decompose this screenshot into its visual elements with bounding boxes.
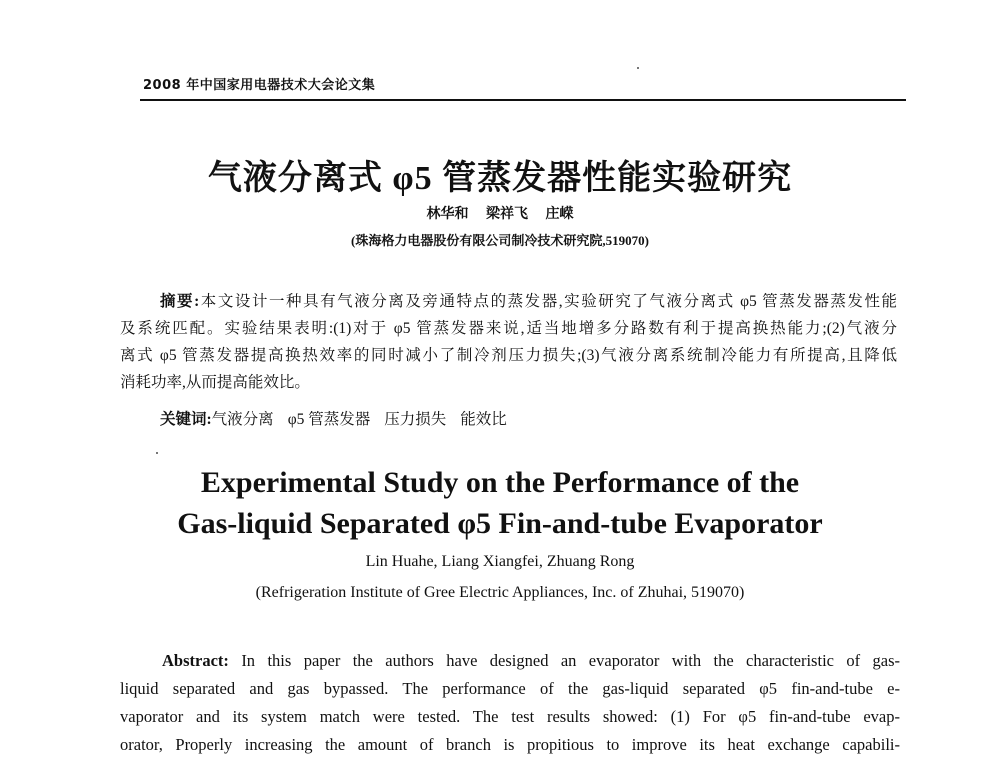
chinese-abstract-text: 本文设计一种具有气液分离及旁通特点的蒸发器,实验研究了气液分离式 φ5 管蒸发器蒸发性能 <box>199 293 897 310</box>
english-title-line: Gas-liquid Separated φ5 Fin-and-tube Evaporator <box>177 507 823 540</box>
chinese-authors: 林华和 梁祥飞 庄嵘 <box>426 207 574 222</box>
chinese-keywords-label: 关键词: <box>160 411 212 428</box>
chinese-abstract-line: 消耗功率,从而提高能效比。 <box>120 374 310 391</box>
scan-speck <box>637 67 639 69</box>
chinese-affiliation: (珠海格力电器股份有限公司制冷技术研究院,519070) <box>351 233 649 248</box>
keyword: 压力损失 <box>384 411 447 428</box>
chinese-abstract-line <box>160 289 897 311</box>
chinese-abstract-label: 摘要: <box>160 293 200 310</box>
english-abstract-line: vaporator and its system match were tested. The test results showed: (1) For φ5 fin-and-tube evap- <box>120 707 900 726</box>
english-abstract-text: In this paper the authors have designed an evaporator with the characteristic of gas- <box>241 651 900 670</box>
english-abstract-line <box>162 651 900 675</box>
english-affiliation: (Refrigeration Institute of Gree Electric Appliances, Inc. of Zhuhai, 519070) <box>255 584 745 601</box>
english-abstract-line: liquid separated and gas bypassed. The performance of the gas-liquid separated φ5 fin-and-tube e- <box>120 679 900 698</box>
chinese-abstract-line: 离式 φ5 管蒸发器提高换热效率的同时减小了制冷剂压力损失;(3)气液分离系统制冷能力有所提高,且降低 <box>120 347 897 364</box>
chinese-abstract-line: 及系统匹配。实验结果表明:(1)对于 φ5 管蒸发器来说,适当地增多分路数有利于提高换热能力;(2)气液分 <box>120 320 897 337</box>
keyword: 能效比 <box>460 411 507 428</box>
keyword: φ5 管蒸发器 <box>287 411 371 428</box>
english-authors: Lin Huahe, Liang Xiangfei, Zhuang Rong <box>365 553 635 570</box>
chinese-keywords <box>160 407 507 429</box>
english-abstract-label: Abstract: <box>162 651 229 670</box>
scan-speck <box>156 452 158 454</box>
header-rule <box>140 99 906 101</box>
running-header: 2008 年中国家用电器技术大会论文集 <box>143 78 376 93</box>
english-title-line: Experimental Study on the Performance of the <box>200 466 800 499</box>
keyword: 气液分离 <box>211 411 274 428</box>
chinese-title: 气液分离式 φ5 管蒸发器性能实验研究 <box>207 160 793 197</box>
english-abstract-line: orator, Properly increasing the amount of branch is propitious to improve its heat exchange capabili- <box>120 735 900 754</box>
